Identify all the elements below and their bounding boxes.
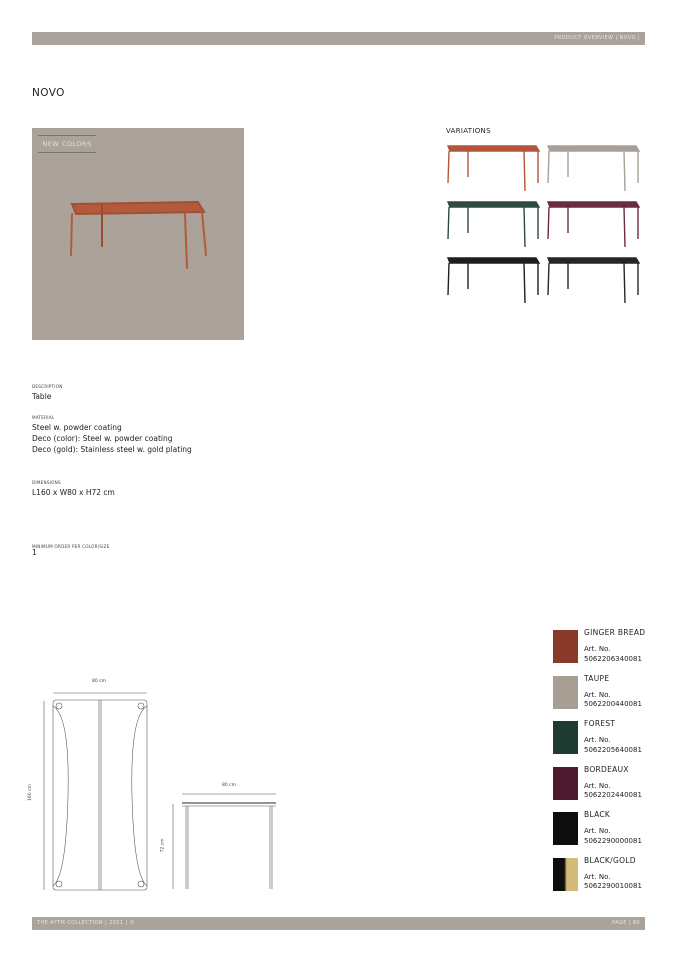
material-line-2: Deco (color): Steel w. powder coating — [32, 434, 173, 443]
dimensions-value: L160 x W80 x H72 cm — [32, 488, 115, 497]
material-label: MATERIAL — [32, 415, 55, 420]
hero-table-illustration — [32, 128, 244, 340]
page-title: NOVO — [32, 87, 65, 99]
color-swatch — [553, 630, 578, 663]
color-name: TAUPE — [584, 673, 610, 683]
variation-thumbnail — [446, 199, 541, 249]
color-name: BLACK/GOLD — [584, 855, 636, 865]
color-swatch — [553, 676, 578, 709]
variation-thumbnail — [546, 255, 641, 305]
color-swatch — [553, 721, 578, 754]
min-order-block — [32, 544, 110, 557]
variation-thumbnail — [546, 199, 641, 249]
side-view-height-label: 72 cm — [160, 838, 166, 853]
top-view-width-label: 80 cm — [92, 679, 107, 684]
color-name: BORDEAUX — [584, 764, 629, 774]
color-name: BLACK — [584, 810, 611, 819]
color-swatch — [553, 812, 578, 845]
variations-label: VARIATIONS — [446, 127, 491, 135]
new-colors-badge: NEW COLORS — [38, 135, 96, 153]
footer-bar — [32, 917, 645, 930]
material-block — [32, 415, 192, 455]
color-swatch — [553, 858, 578, 891]
min-order-label: MINIMUM ORDER PER COLOR/SIZE — [32, 544, 110, 549]
article-number: Art. No. 5062200440081 — [584, 690, 642, 708]
variation-thumbnail — [446, 143, 541, 193]
article-number: Art. No. 5062206340081 — [584, 645, 642, 663]
header-bar — [32, 32, 645, 45]
article-number: Art. No. 5062290010081 — [584, 872, 642, 890]
article-number: Art. No. 5062205640081 — [584, 736, 642, 754]
color-swatch — [553, 767, 578, 800]
top-view-length-label: 160 cm — [27, 784, 33, 801]
hero-image — [32, 128, 244, 340]
footer-left-text: THE AYTM COLLECTION | 2021 | © — [37, 920, 135, 926]
min-order-value: 1 — [32, 548, 37, 557]
dimensions-label: DIMENSIONS — [32, 480, 61, 485]
footer-page-number: PAGE | 80 — [612, 920, 640, 926]
dimensions-block — [32, 480, 115, 498]
article-number: Art. No. 5062202440081 — [584, 781, 642, 799]
description-block — [32, 384, 63, 402]
description-label: DESCRIPTION — [32, 384, 63, 389]
side-view-width-label: 80 cm — [222, 783, 237, 788]
variation-thumbnail — [446, 255, 541, 305]
description-value: Table — [32, 392, 52, 401]
material-line-3: Deco (gold): Stainless steel w. gold plating — [32, 445, 192, 454]
color-name: FOREST — [584, 719, 616, 728]
color-name: GINGER BREAD — [584, 628, 646, 637]
material-line-1: Steel w. powder coating — [32, 423, 122, 432]
variation-thumbnail — [546, 143, 641, 193]
article-number: Art. No. 5062290000081 — [584, 827, 642, 845]
header-text: PRODUCT OVERVIEW | NOVO | — [554, 35, 640, 41]
technical-drawing — [27, 686, 290, 896]
